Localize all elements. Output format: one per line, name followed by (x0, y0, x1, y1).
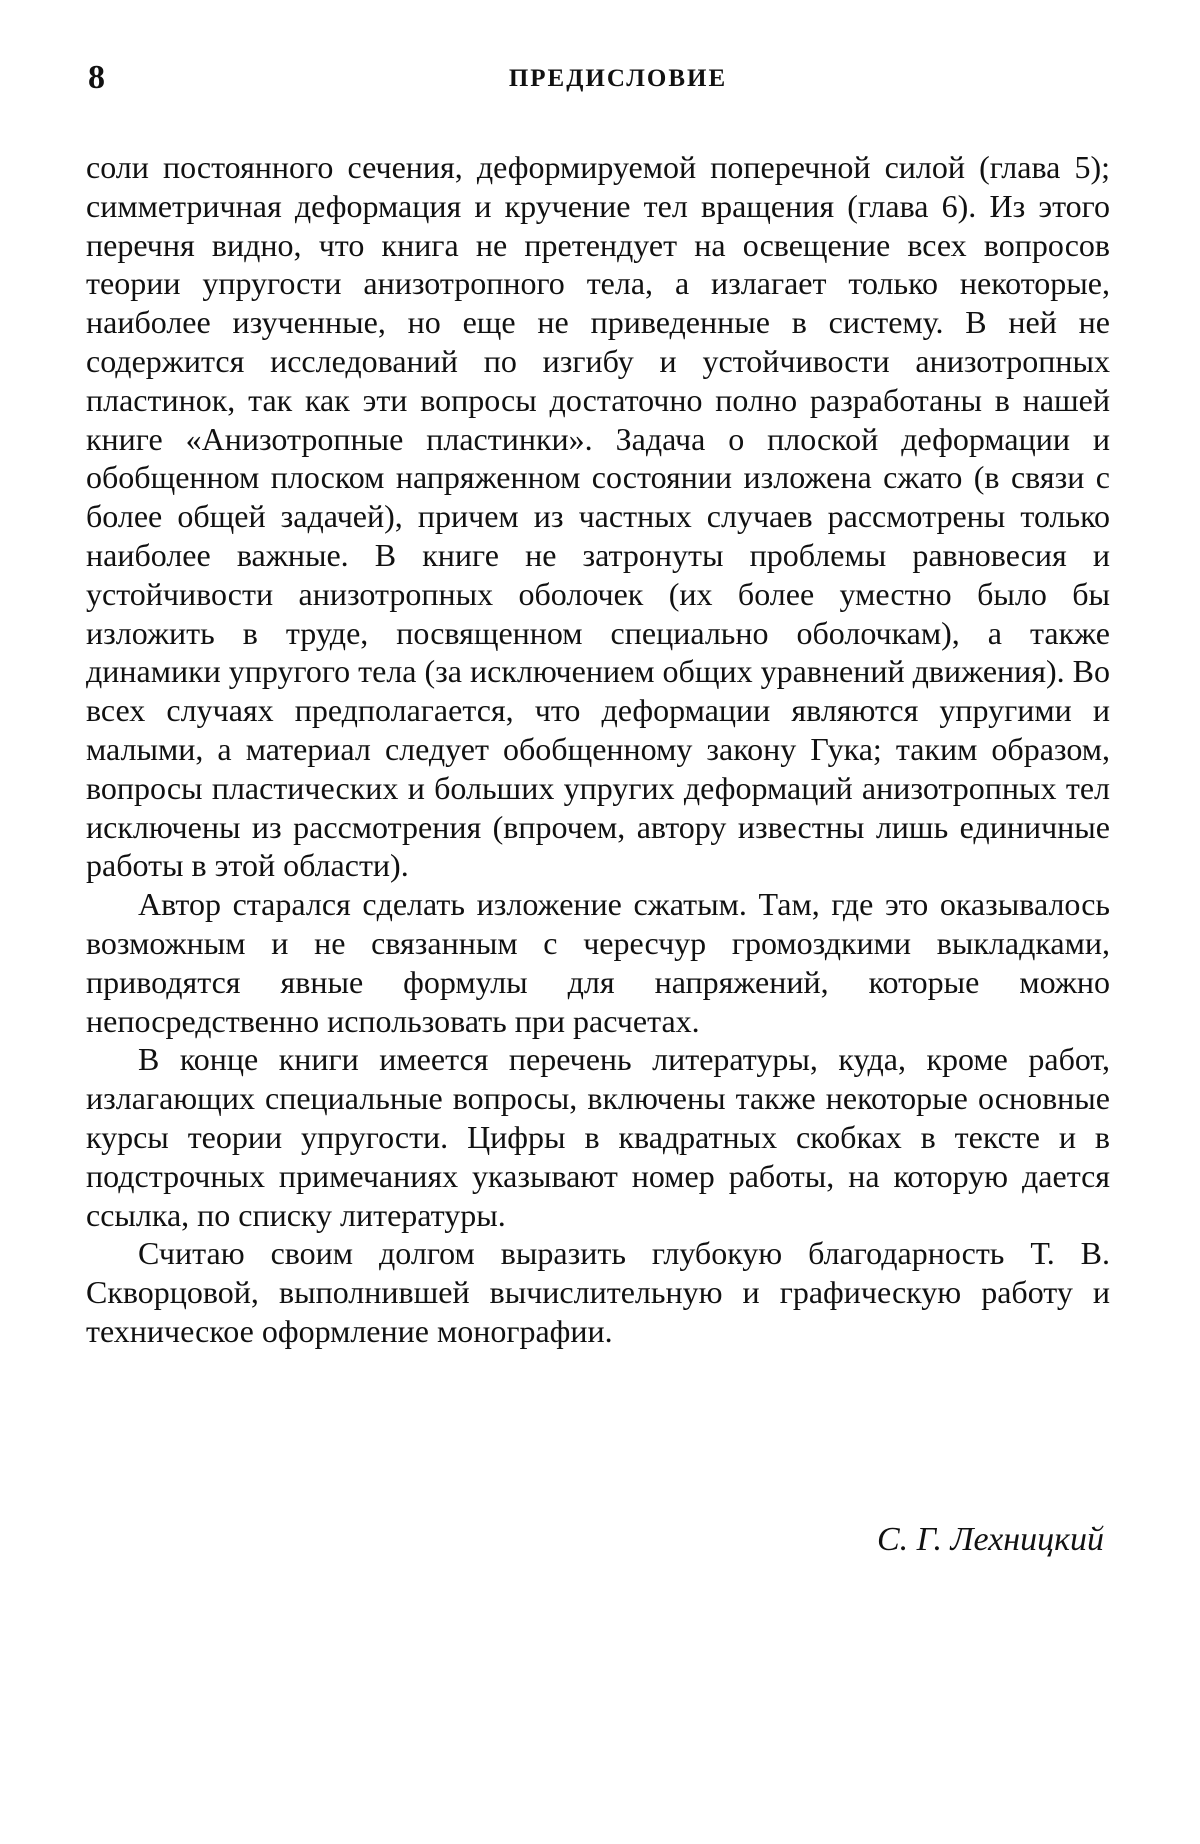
paragraph-literature: В конце книги имеется перечень литературы, куда, кроме работ, излагающих специальные вопросы, включены также некоторые основные курсы теории упругости. Цифры в квадратных скобках в тексте и в подстрочных примечаниях указывают номер работы, на которую дается ссылка, по списку литературы. (86, 1041, 1110, 1233)
running-head (88, 58, 1108, 98)
paragraph-continuation: соли постоянного сечения, деформируемой поперечной силой (глава 5); симметричная деформация и кручение тел вращения (глава 6). Из этого перечня видно, что книга не претендует на освещение всех вопросов теории упругости анизотропного тела, а излагает только некоторые, наиболее изученные, но еще не приведенные в систему. В ней не содержится исследований по изгибу и устойчивости анизотропных пластинок, так как эти вопросы достаточно полно разработаны в нашей книге «Анизотропные пластинки». Задача о плоской деформации и обобщенном плоском напряженном состоянии изложена сжато (в связи с более общей задачей), причем из частных случаев рассмотрены только наиболее важные. В книге не затронуты проблемы равновесия и устойчивости анизотропных оболочек (их более уместно было бы изложить в труде, посвященном специально оболочкам), а также динамики упругого тела (за исключением общих уравнений движения). Во всех случаях предполагается, что деформации являются упругими и малыми, а материал следует обобщенному закону Гука; таким образом, вопросы пластических и больших упругих деформаций анизотропных тел исключены из рассмотрения (впрочем, автору известны лишь единичные работы в этой области). (86, 149, 1110, 884)
author-signature: С. Г. Лехницкий (877, 1521, 1104, 1558)
paragraph-author-approach: Автор старался сделать изложение сжатым. Там, где это оказывалось возможным и не связанным с чересчур громоздкими выкладками, приводятся явные формулы для напряжений, которые можно непосредственно использовать при расчетах. (86, 886, 1110, 1039)
page-number: 8 (88, 59, 105, 96)
paragraph-acknowledgement: Считаю своим долгом выразить глубокую благодарность Т. В. Скворцовой, выполнившей вычислительную и графическую работу и техническое оформление монографии. (86, 1235, 1110, 1349)
main-text (86, 148, 1110, 1351)
section-title: ПРЕДИСЛОВИЕ (508, 65, 728, 92)
